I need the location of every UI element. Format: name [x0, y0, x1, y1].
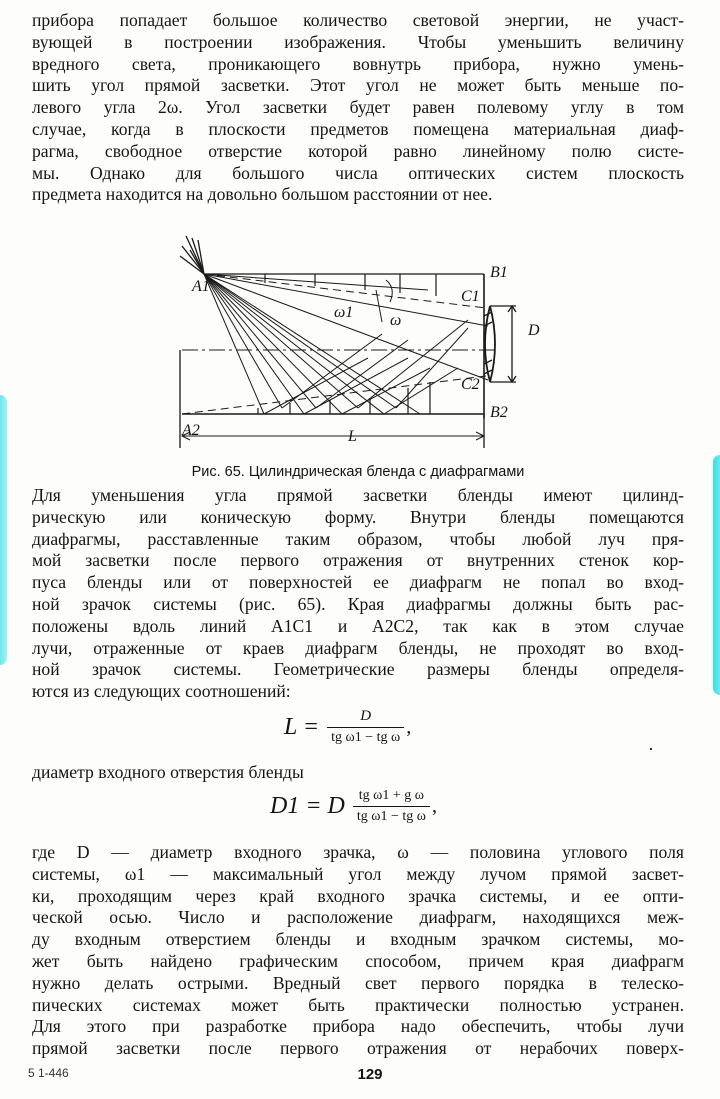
text-line: пуса бленды или от поверхностей ее диафрагм не попал во вход-	[32, 572, 684, 593]
light-source-icon	[180, 236, 204, 274]
text-line: ются из следующих соотношений:	[32, 681, 291, 702]
text-line: ной зрачок системы. Геометрические размеры бленды определя-	[32, 659, 684, 680]
text-line: ческой осью. Число и расположение диафрагм, находящихся меж-	[32, 907, 684, 928]
text-line: левого угла 2ω. Угол засветки будет равен полевому углу в том	[32, 97, 684, 118]
footer-code: 5 1-446	[28, 1066, 69, 1080]
text-line: ной зрачок системы (рис. 65). Края диафрагмы должны быть рас-	[32, 593, 684, 614]
label-omega: ω	[390, 312, 402, 329]
text-line: вующей в построении изображения. Чтобы уменьшить величину	[32, 31, 684, 52]
text-line: вредного света, проникающего вовнутрь прибора, нужно умень-	[32, 53, 684, 74]
margin-mark	[650, 748, 652, 750]
text-line: где D — диаметр входного зрачка, ω — половина углового поля	[32, 842, 684, 862]
formula-length	[284, 708, 411, 746]
text-line: нужно делать острыми. Вредный свет первого порядка в телеско-	[32, 972, 684, 993]
text-line: Для уменьшения угла прямой засветки бленды имеют цилинд-	[32, 485, 684, 505]
text-line: диафрагмы, расставленные таким образом, чтобы любой луч пря-	[32, 528, 684, 549]
text-line: положены вдоль линий A1C1 и A2C2, так как в этом случае	[32, 615, 684, 636]
label-a2: A2	[182, 422, 200, 439]
text-line: шить угол прямой засветки. Этот угол не может быть меньше по-	[32, 75, 684, 96]
text-line: прямой засветки после первого отражения от нерабочих поверх-	[32, 1038, 684, 1059]
right-edge-highlight	[713, 455, 720, 695]
label-b1: B1	[490, 264, 508, 281]
paragraph-1	[32, 10, 684, 206]
hood-diagram-figure	[168, 228, 568, 462]
label-c2: C2	[461, 376, 480, 393]
label-omega1: ω1	[334, 304, 354, 321]
text-line: Для этого при разработке прибора надо обеспечить, чтобы лучи	[32, 1016, 684, 1037]
formula-numerator: D	[360, 708, 372, 724]
label-c1: C1	[461, 288, 480, 305]
text-line: случае, когда в плоскости предметов помещена материальная диаф-	[32, 118, 684, 139]
text-line: рагма, свободное отверстие которой равно линейному полю систе-	[32, 140, 684, 161]
left-edge-highlight	[0, 395, 7, 665]
formula-tail: ,	[431, 795, 437, 817]
label-l: L	[348, 428, 357, 445]
length-dimension	[182, 432, 484, 440]
formula-numerator: tg ω1 + g ω	[358, 788, 425, 803]
text-line: пических системах может быть практически полностью устранен.	[32, 994, 684, 1015]
text-line: системы, ω1 — максимальный угол между лучом прямой засвет-	[32, 863, 684, 884]
text-line: ду входным отверстием бленды и входным зрачком системы, мо-	[32, 929, 684, 950]
figure-caption: Рис. 65. Цилиндрическая бленда с диафрагмами	[191, 464, 525, 480]
hood-diagram	[168, 228, 568, 462]
ray-fan	[204, 274, 488, 414]
label-d: D	[528, 322, 540, 339]
text-line: мы. Однако для большого числа оптических систем плоскость	[32, 162, 684, 183]
formula-lhs: L =	[284, 713, 320, 740]
text-line: прибора попадает большое количество световой энергии, не участ-	[32, 10, 684, 30]
formula-lhs: D1 = D	[270, 793, 345, 819]
formula-fraction	[353, 788, 430, 825]
formula-fraction	[327, 708, 404, 746]
paragraph-3	[32, 762, 684, 784]
page-number: 129	[357, 1066, 383, 1083]
formula-diameter	[270, 788, 437, 825]
text-line: лучи, отраженные от краев диафрагм бленды, не проходят во вход-	[32, 637, 684, 658]
text-line: жет быть найдено графическим способом, причем края диафрагм	[32, 950, 684, 971]
formula-tail: ,	[406, 715, 412, 738]
text-line: предмета находится на довольно большом расстоянии от нее.	[32, 184, 493, 205]
text-line: мой засветки после первого отражения от внутренних стенок кор-	[32, 550, 684, 571]
formula-denominator: tg ω1 − tg ω	[353, 806, 430, 825]
label-b2: B2	[490, 404, 508, 421]
entrance-pupil-lens	[484, 306, 516, 382]
text-line: рическую или коническую форму. Внутри бленды помещаются	[32, 506, 684, 527]
label-a1: A1	[192, 278, 210, 295]
paragraph-2	[32, 485, 684, 703]
paragraph-4	[32, 842, 684, 1060]
text-line: ки, проходящим через край входного зрачка системы, и ее опти-	[32, 885, 684, 906]
formula-denominator: tg ω1 − tg ω	[327, 727, 404, 746]
text-line: диаметр входного отверстия бленды	[32, 762, 304, 782]
